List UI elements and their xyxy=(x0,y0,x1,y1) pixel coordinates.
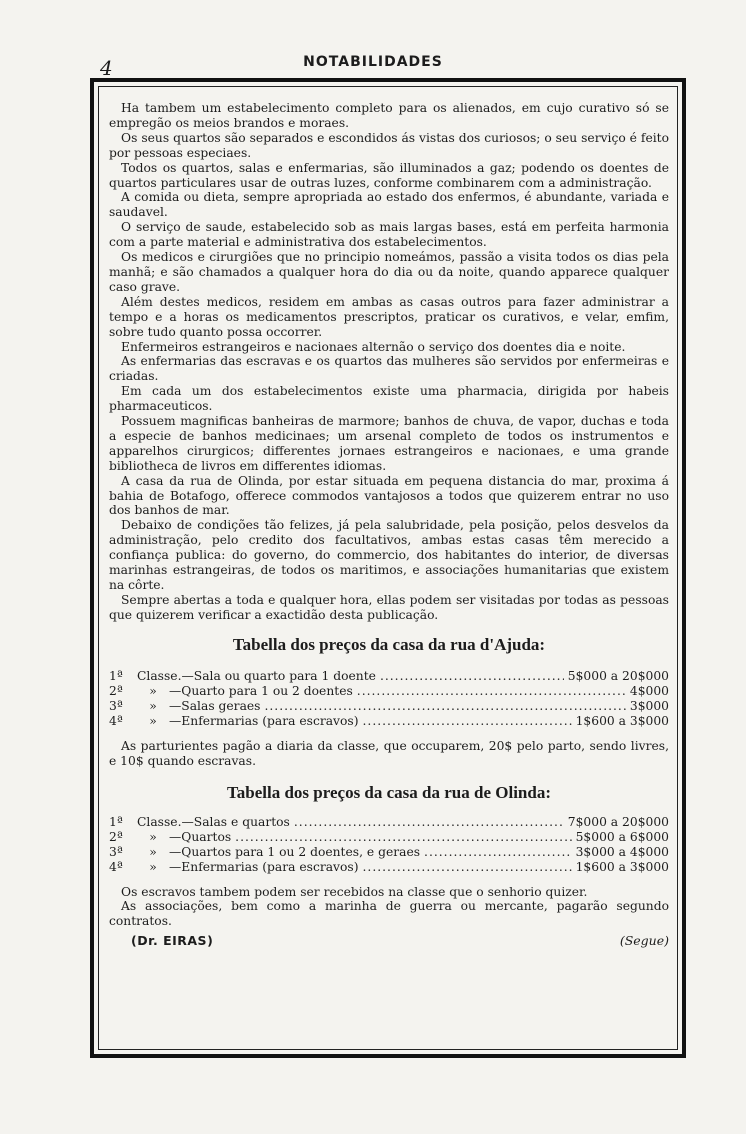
signature-row xyxy=(109,933,669,948)
paragraph: Todos os quartos, salas e enfermarias, são illuminados a gaz; podendo os doentes de quartos particulares usar de outras luzes, conforme combinarem com a administração. xyxy=(109,160,669,190)
price-class: 2ª xyxy=(109,829,123,844)
leader-dots xyxy=(363,860,572,875)
price-description: —Salas e quartos xyxy=(181,814,290,829)
price-class-mark: » xyxy=(149,859,157,874)
price-value: 5$000 a 6$000 xyxy=(575,829,669,844)
paragraph: Os seus quartos são separados e escondidos ás vistas dos curiosos; o seu serviço é feito por pessoas especiaes. xyxy=(109,130,669,160)
paragraph: A comida ou dieta, sempre apropriada ao estado dos enfermos, é abundante, variada e saudavel. xyxy=(109,190,669,220)
price-class: 1ª xyxy=(109,668,123,683)
price-description: —Quarto para 1 ou 2 doentes xyxy=(169,683,353,698)
page-number: 4 xyxy=(100,56,113,80)
paragraph: Ha tambem um estabelecimento completo para os alienados, em cujo curativo só se empregão os meios brandos e moraes. xyxy=(109,101,669,130)
price-value: 7$000 a 20$000 xyxy=(567,814,669,829)
price-value: 4$000 xyxy=(629,683,669,698)
price-value: 3$000 a 4$000 xyxy=(575,844,669,859)
table-title-ajuda: Tabella dos preços da casa da rua d'Ajuda: xyxy=(232,634,546,654)
price-row xyxy=(109,714,669,729)
price-row xyxy=(109,815,669,830)
price-class-mark: » xyxy=(149,713,157,728)
leader-dots xyxy=(363,714,572,729)
paragraph: Sempre abertas a toda e qualquer hora, ellas podem ser visitadas por todas as pessoas que quizerem verificar a exactidão desta publicação. xyxy=(109,592,669,622)
article-frame xyxy=(90,78,686,1058)
price-description: —Enfermarias (para escravos) xyxy=(169,713,359,728)
price-table-olinda xyxy=(109,815,669,875)
leader-dots xyxy=(380,669,564,684)
price-class: 3ª xyxy=(109,698,123,713)
leader-dots xyxy=(357,684,626,699)
parturient-note xyxy=(109,739,669,769)
paragraph: Os escravos tambem podem ser recebidos na classe que o senhorio quizer. xyxy=(121,884,588,899)
price-value: 3$000 xyxy=(629,698,669,713)
table-title-olinda: Tabella dos preços da casa da rua de Olinda: xyxy=(226,782,551,802)
price-row xyxy=(109,830,669,845)
paragraph: Em cada um dos estabelecimentos existe uma pharmacia, dirigida por habeis pharmaceuticos. xyxy=(109,384,669,414)
price-row xyxy=(109,684,669,699)
price-value: 1$600 a 3$000 xyxy=(575,859,669,874)
price-row xyxy=(109,699,669,714)
body-text xyxy=(109,101,669,623)
price-class: 1ª xyxy=(109,814,123,829)
paragraph: As parturientes pagão a diaria da classe, que occuparem, 20$ pelo parto, sendo livres, e 10$ quando escravas. xyxy=(109,738,669,768)
price-row xyxy=(109,669,669,684)
price-value: 5$000 a 20$000 xyxy=(567,668,669,683)
paragraph: As associações, bem como a marinha de guerra ou mercante, pagarão segundo contratos. xyxy=(109,899,669,929)
leader-dots xyxy=(235,830,571,845)
paragraph: Possuem magnificas banheiras de marmore; banhos de chuva, de vapor, duchas e toda a especie de banhos medicinaes; um arsenal completo de todos os instrumentos e apparelhos cirurgicos; differentes jornaes estrangeiros e nacionaes, e uma grande bibliotheca de livros em differentes idiomas. xyxy=(109,414,669,473)
continued-marker: (Segue) xyxy=(619,933,669,949)
price-class: 4ª xyxy=(109,859,123,874)
price-class: 2ª xyxy=(109,683,123,698)
price-row xyxy=(109,845,669,860)
leader-dots xyxy=(424,845,572,860)
price-row xyxy=(109,860,669,875)
running-title: NOTABILIDADES xyxy=(303,54,443,70)
leader-dots xyxy=(294,815,564,830)
price-class-mark: Classe. xyxy=(137,668,182,683)
paragraph: As enfermarias das escravas e os quartos das mulheres são servidos por enfermeiras e criadas. xyxy=(109,354,669,384)
price-description: —Sala ou quarto para 1 doente xyxy=(181,668,376,683)
price-class: 3ª xyxy=(109,844,123,859)
paragraph: Os medicos e cirurgiões que no principio nomeámos, passão a visita todos os dias pela manhã; e são chamados a qualquer hora do dia ou da noite, quando apparece qualquer caso grave. xyxy=(109,250,669,294)
author-signature: (Dr. EIRAS) xyxy=(131,933,214,949)
paragraph: O serviço de saude, estabelecido sob as mais largas bases, está em perfeita harmonia com a parte material e administrativa dos estabelecimentos. xyxy=(109,220,669,250)
price-description: —Quartos xyxy=(169,829,232,844)
price-class-mark: » xyxy=(149,698,157,713)
price-description: —Enfermarias (para escravos) xyxy=(169,859,359,874)
paragraph: Além destes medicos, residem em ambas as casas outros para fazer administrar a tempo e a horas os medicamentos prescriptos, praticar os curativos, e velar, emfim, sobre tudo quanto possa occorrer. xyxy=(109,294,669,339)
paragraph: Debaixo de condições tão felizes, já pela salubridade, pela posição, pelos desvelos da administração, pelo credito dos facultativos, ambas estas casas têm merecido a confiança publica: do governo, do commercio, dos habitantes do interior, de diversas marinhas estrangeiras, de todos os maritimos, e associações humanitarias que existem na côrte. xyxy=(109,518,669,592)
price-class-mark: Classe. xyxy=(137,814,182,829)
price-class-mark: » xyxy=(149,683,157,698)
closing-text xyxy=(109,885,669,930)
paragraph: Enfermeiros estrangeiros e nacionaes alternão o serviço dos doentes dia e noite. xyxy=(121,339,626,354)
price-class-mark: » xyxy=(149,829,157,844)
leader-dots xyxy=(264,699,625,714)
price-value: 1$600 a 3$000 xyxy=(575,713,669,728)
price-class-mark: » xyxy=(149,844,157,859)
price-description: —Quartos para 1 ou 2 doentes, e geraes xyxy=(169,844,421,859)
price-table-ajuda xyxy=(109,669,669,729)
price-description: —Salas geraes xyxy=(169,698,261,713)
price-class: 4ª xyxy=(109,713,123,728)
paragraph: A casa da rua de Olinda, por estar situada em pequena distancia do mar, proxima á bahia de Botafogo, offerece commodos vantajosos a todos que quizerem entrar no uso dos banhos de mar. xyxy=(109,473,669,518)
article-body xyxy=(98,86,678,1050)
